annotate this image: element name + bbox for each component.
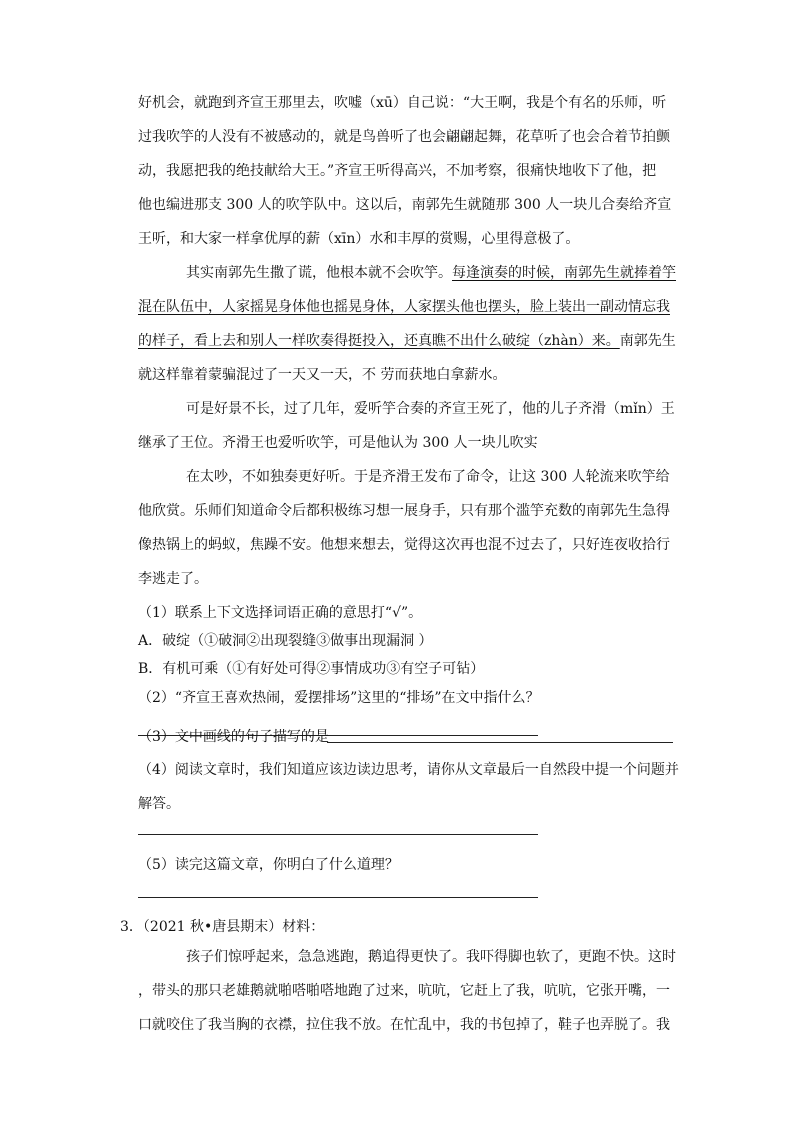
question-1: （1）联系上下文选择词语正确的意思打“√”。: [138, 605, 423, 621]
story-line: [186, 264, 676, 282]
answer-line[interactable]: [138, 897, 538, 898]
story-line: 王听，和大家一样拿优厚的薪（xīn）水和丰厚的赏赐，心里得意极了。: [138, 231, 580, 247]
story-line: 过我吹竽的人没有不被感动的，就是鸟兽听了也会翩翩起舞，花草听了也会合着节拍颤: [138, 129, 670, 145]
story-line: 继承了王位。齐滑王也爱听吹竽，可是他认为 300 人一块儿吹实: [138, 435, 538, 451]
story-text: 其实南郭先生撒了谎，他根本就不会吹竽。: [186, 265, 452, 281]
story-line: 就这样靠着蒙骗混过了一天又一天，不 劳而获地白拿薪水。: [138, 367, 507, 383]
question-1-option-a: A．破绽（①破洞②出现裂缝③做事出现漏洞 ）: [138, 633, 433, 649]
story-line: 他也编进那支 300 人的吹竽队中。这以后，南郭先生就随那 300 人一块儿合奏给齐宣: [138, 197, 672, 213]
answer-line[interactable]: [327, 742, 673, 743]
question-4: （4）阅读文章时，我们知道应该边读边思考，请你从文章最后一自然段中提一个问题并: [138, 762, 679, 778]
question-5: （5）读完这篇文章，你明白了什么道理？: [138, 857, 399, 873]
story-line: 动，我愿把我的绝技献给大王。”齐宣王听得高兴，不加考察，很痛快地收下了他，把: [138, 163, 657, 179]
story-line: [138, 332, 676, 350]
material-line: 口就咬住了我当胸的衣襟，拉住我不放。在忙乱中，我的书包掉了，鞋子也弄脱了。我: [138, 1017, 670, 1033]
story-line: 可是好景不长，过了几年，爱听竽合奏的齐宣王死了，他的儿子齐滑（mǐn）王: [186, 401, 675, 417]
underlined-sentence: 混在队伍中，人家摇晃身体他也摇晃身体，人家摆头他也摆头，脸上装出一副动情忘我: [138, 299, 670, 315]
underlined-sentence: 每逢演奏的时候，南郭先生就捧着竽: [452, 265, 676, 281]
item-3-header: 3．（2021 秋•唐县期末）材料：: [120, 919, 325, 935]
underlined-sentence: 的样子，看上去和别人一样吹奏得挺投入，还真瞧不出什么破绽（zhàn）来。: [138, 333, 620, 349]
question-3: （3）文中画线的句子描写的是: [138, 729, 329, 745]
question-4: 解答。: [138, 796, 180, 812]
material-line: ，带头的那只老雄鹅就啪嗒啪嗒地跑了过来，吭吭，它赶上了我，吭吭，它张开嘴，一: [138, 983, 670, 999]
story-line: 在太吵，不如独奏更好听。于是齐滑王发布了命令，让这 300 人轮流来吹竽给: [186, 469, 670, 485]
story-line: 他欣赏。乐师们知道命令后都积极练习想一展身手，只有那个滥竽充数的南郭先生急得: [138, 503, 670, 519]
story-line: 李逃走了。: [138, 571, 208, 587]
question-1-option-b: B．有机可乘（①有好处可得②事情成功③有空子可钻）: [138, 661, 485, 677]
question-2: （2）“齐宣王喜欢热闹，爱摆排场”这里的“排场”在文中指什么？: [138, 690, 540, 706]
material-line: 孩子们惊呼起来，急急逃跑，鹅追得更快了。我吓得脚也软了，更跑不快。这时: [186, 949, 676, 965]
story-line: 像热锅上的蚂蚁，焦躁不安。他想来想去，觉得这次再也混不过去了，只好连夜收拾行: [138, 537, 670, 553]
story-line: 好机会，就跑到齐宣王那里去，吹嘘（xū）自己说：“大王啊，我是个有名的乐师，听: [138, 95, 667, 111]
story-text: 南郭先生: [619, 333, 676, 349]
answer-line[interactable]: [138, 834, 538, 835]
